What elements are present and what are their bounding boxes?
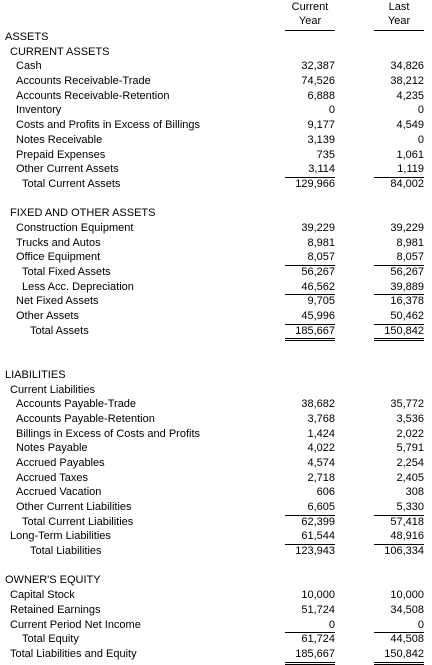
current-year-value: 10,000: [301, 589, 335, 602]
current-year-value: 185,667: [285, 324, 335, 342]
row-label: Accrued Taxes: [16, 471, 88, 484]
row-label: Notes Receivable: [16, 133, 103, 146]
current-year-value: 3,114: [285, 162, 335, 178]
last-year-value: 34,508: [390, 603, 424, 616]
statement-row: [0, 45, 432, 60]
current-year-value: 8,057: [285, 250, 335, 266]
row-label: Accounts Receivable-Trade: [16, 75, 151, 88]
statement-row: [0, 309, 432, 324]
current-year-value: 2,718: [307, 471, 335, 484]
statement-row: [0, 162, 432, 177]
statement-row: [0, 647, 432, 662]
current-year-header-label: Current Year: [291, 1, 329, 27]
row-label: Total Liabilities and Equity: [10, 647, 137, 660]
current-year-value: 39,229: [301, 221, 335, 234]
current-year-value: 4,574: [307, 456, 335, 469]
statement-row: [0, 573, 432, 588]
statement-row: [0, 89, 432, 104]
statement-row: [0, 294, 432, 309]
last-year-header-label: Last Year: [387, 1, 411, 27]
statement-row: [0, 603, 432, 618]
row-label: Total Current Assets: [22, 177, 121, 190]
current-year-value: 123,943: [295, 545, 335, 558]
last-year-value: 2,405: [396, 471, 424, 484]
last-year-value: 1,061: [396, 148, 424, 161]
row-label: Notes Payable: [16, 442, 88, 455]
row-label: Prepaid Expenses: [16, 148, 106, 161]
statement-row: [0, 441, 432, 456]
row-label: LIABILITIES: [5, 368, 66, 381]
last-year-value: 56,267: [390, 266, 424, 278]
last-year-value: 1,119: [374, 162, 424, 178]
row-label: Billings in Excess of Costs and Profits: [16, 427, 201, 440]
current-year-header: [285, 0, 335, 31]
last-year-value: 106,334: [384, 545, 424, 558]
statement-row: [0, 368, 432, 383]
row-label: Total Liabilities: [30, 545, 102, 558]
last-year-value: 35,772: [390, 398, 424, 411]
statement-row: [0, 383, 432, 398]
statement-row: [0, 515, 432, 530]
statement-row: [0, 280, 432, 295]
current-year-value: 61,544: [285, 529, 335, 545]
row-label: Inventory: [16, 104, 62, 117]
spacer-row: [0, 559, 432, 574]
last-year-value: 4,235: [396, 89, 424, 102]
statement-row: [0, 632, 432, 647]
last-year-value: 44,508: [390, 633, 424, 646]
statement-row: [0, 529, 432, 544]
statement-row: [0, 59, 432, 74]
row-label: Construction Equipment: [16, 221, 134, 234]
last-year-value: 0: [417, 133, 424, 146]
current-year-value: 735: [316, 148, 335, 161]
last-year-value: 2,022: [396, 427, 424, 440]
current-year-value: 74,526: [301, 75, 335, 88]
statement-row: [0, 221, 432, 236]
current-year-value: 3,139: [307, 133, 335, 146]
last-year-value: 10,000: [390, 589, 424, 602]
statement-row: [0, 471, 432, 486]
current-year-value: 32,387: [301, 60, 335, 73]
row-label: Costs and Profits in Excess of Billings: [16, 119, 201, 132]
current-year-value: 51,724: [301, 603, 335, 616]
statement-row: [0, 324, 432, 339]
current-year-value: 56,267: [301, 266, 335, 278]
current-year-value: 129,966: [295, 177, 335, 190]
statement-row: [0, 250, 432, 265]
spacer-row: [0, 192, 432, 207]
row-label: Accounts Payable-Retention: [16, 412, 155, 425]
spacer-row: [0, 353, 432, 368]
last-year-value: 39,889: [374, 280, 424, 296]
row-label: Current Liabilities: [10, 383, 95, 396]
statement-row: [0, 74, 432, 89]
last-year-value: 150,842: [374, 647, 424, 665]
statement-row: [0, 427, 432, 442]
row-label: Current Period Net Income: [10, 618, 141, 631]
current-year-value: 6,605: [285, 500, 335, 516]
row-label: Office Equipment: [16, 251, 101, 264]
current-year-value: 61,724: [301, 633, 335, 646]
row-label: Other Current Assets: [16, 163, 119, 176]
row-label: Other Current Liabilities: [16, 501, 132, 513]
current-year-value: 3,768: [307, 412, 335, 425]
statement-row: [0, 618, 432, 633]
last-year-value: 2,254: [396, 456, 424, 469]
statement-row: [0, 456, 432, 471]
last-year-value: 84,002: [390, 177, 424, 190]
row-label: Accounts Payable-Trade: [16, 398, 137, 411]
statement-row: [0, 236, 432, 251]
last-year-value: 308: [405, 486, 424, 499]
last-year-header: [374, 0, 424, 31]
current-year-value: 1,424: [307, 427, 335, 440]
row-label: Less Acc. Depreciation: [22, 280, 134, 293]
statement-row: [0, 133, 432, 148]
row-label: OWNER'S EQUITY: [5, 574, 101, 587]
statement-row: [0, 118, 432, 133]
last-year-value: 0: [417, 104, 424, 117]
row-label: Retained Earnings: [10, 603, 101, 616]
last-year-value: 3,536: [396, 412, 424, 425]
row-label: Trucks and Autos: [16, 236, 101, 249]
current-year-value: 46,562: [285, 280, 335, 296]
row-label: Accounts Receivable-Retention: [16, 89, 170, 102]
balance-sheet-rows: [0, 30, 432, 662]
row-label: Cash: [16, 60, 42, 73]
last-year-value: 8,057: [374, 250, 424, 266]
last-year-value: 8,981: [396, 236, 424, 249]
current-year-value: 6,888: [307, 89, 335, 102]
current-year-value: 606: [316, 486, 335, 499]
statement-row: [0, 485, 432, 500]
last-year-value: 150,842: [374, 324, 424, 342]
row-label: ASSETS: [5, 31, 49, 43]
row-label: Net Fixed Assets: [16, 295, 99, 308]
last-year-value: 0: [374, 618, 424, 634]
row-label: Other Assets: [16, 310, 79, 323]
current-year-value: 8,981: [307, 236, 335, 249]
statement-row: [0, 206, 432, 221]
row-label: Total Fixed Assets: [22, 266, 111, 278]
current-year-value: 38,682: [301, 398, 335, 411]
row-label: FIXED AND OTHER ASSETS: [10, 207, 156, 220]
current-year-value: 45,996: [285, 309, 335, 325]
statement-row: [0, 588, 432, 603]
last-year-value: 5,791: [396, 442, 424, 455]
row-label: Accrued Vacation: [16, 486, 102, 499]
row-label: Long-Term Liabilities: [10, 530, 111, 543]
last-year-value: 5,330: [374, 500, 424, 516]
current-year-value: 0: [328, 104, 335, 117]
current-year-value: 62,399: [301, 515, 335, 528]
row-label: Accrued Payables: [16, 456, 105, 469]
row-label: Total Current Liabilities: [22, 515, 134, 528]
last-year-value: 38,212: [390, 75, 424, 88]
last-year-value: 50,462: [374, 309, 424, 325]
row-label: Total Equity: [22, 633, 79, 646]
row-label: Capital Stock: [10, 589, 75, 602]
row-label: CURRENT ASSETS: [10, 45, 110, 58]
current-year-value: 9,177: [307, 119, 335, 132]
statement-row: [0, 500, 432, 515]
statement-row: [0, 397, 432, 412]
last-year-value: 16,378: [390, 295, 424, 308]
statement-row: [0, 30, 432, 45]
current-year-value: 0: [285, 618, 335, 634]
last-year-value: 39,229: [390, 221, 424, 234]
spacer-row: [0, 338, 432, 353]
row-label: Total Assets: [30, 324, 89, 337]
last-year-value: 4,549: [396, 119, 424, 132]
current-year-value: 185,667: [285, 647, 335, 665]
last-year-value: 57,418: [390, 515, 424, 528]
statement-row: [0, 544, 432, 559]
statement-row: [0, 103, 432, 118]
statement-row: [0, 412, 432, 427]
statement-row: [0, 177, 432, 192]
current-year-value: 4,022: [307, 442, 335, 455]
statement-row: [0, 265, 432, 280]
last-year-value: 34,826: [390, 60, 424, 73]
last-year-value: 48,916: [374, 529, 424, 545]
statement-row: [0, 148, 432, 163]
current-year-value: 9,705: [307, 295, 335, 308]
